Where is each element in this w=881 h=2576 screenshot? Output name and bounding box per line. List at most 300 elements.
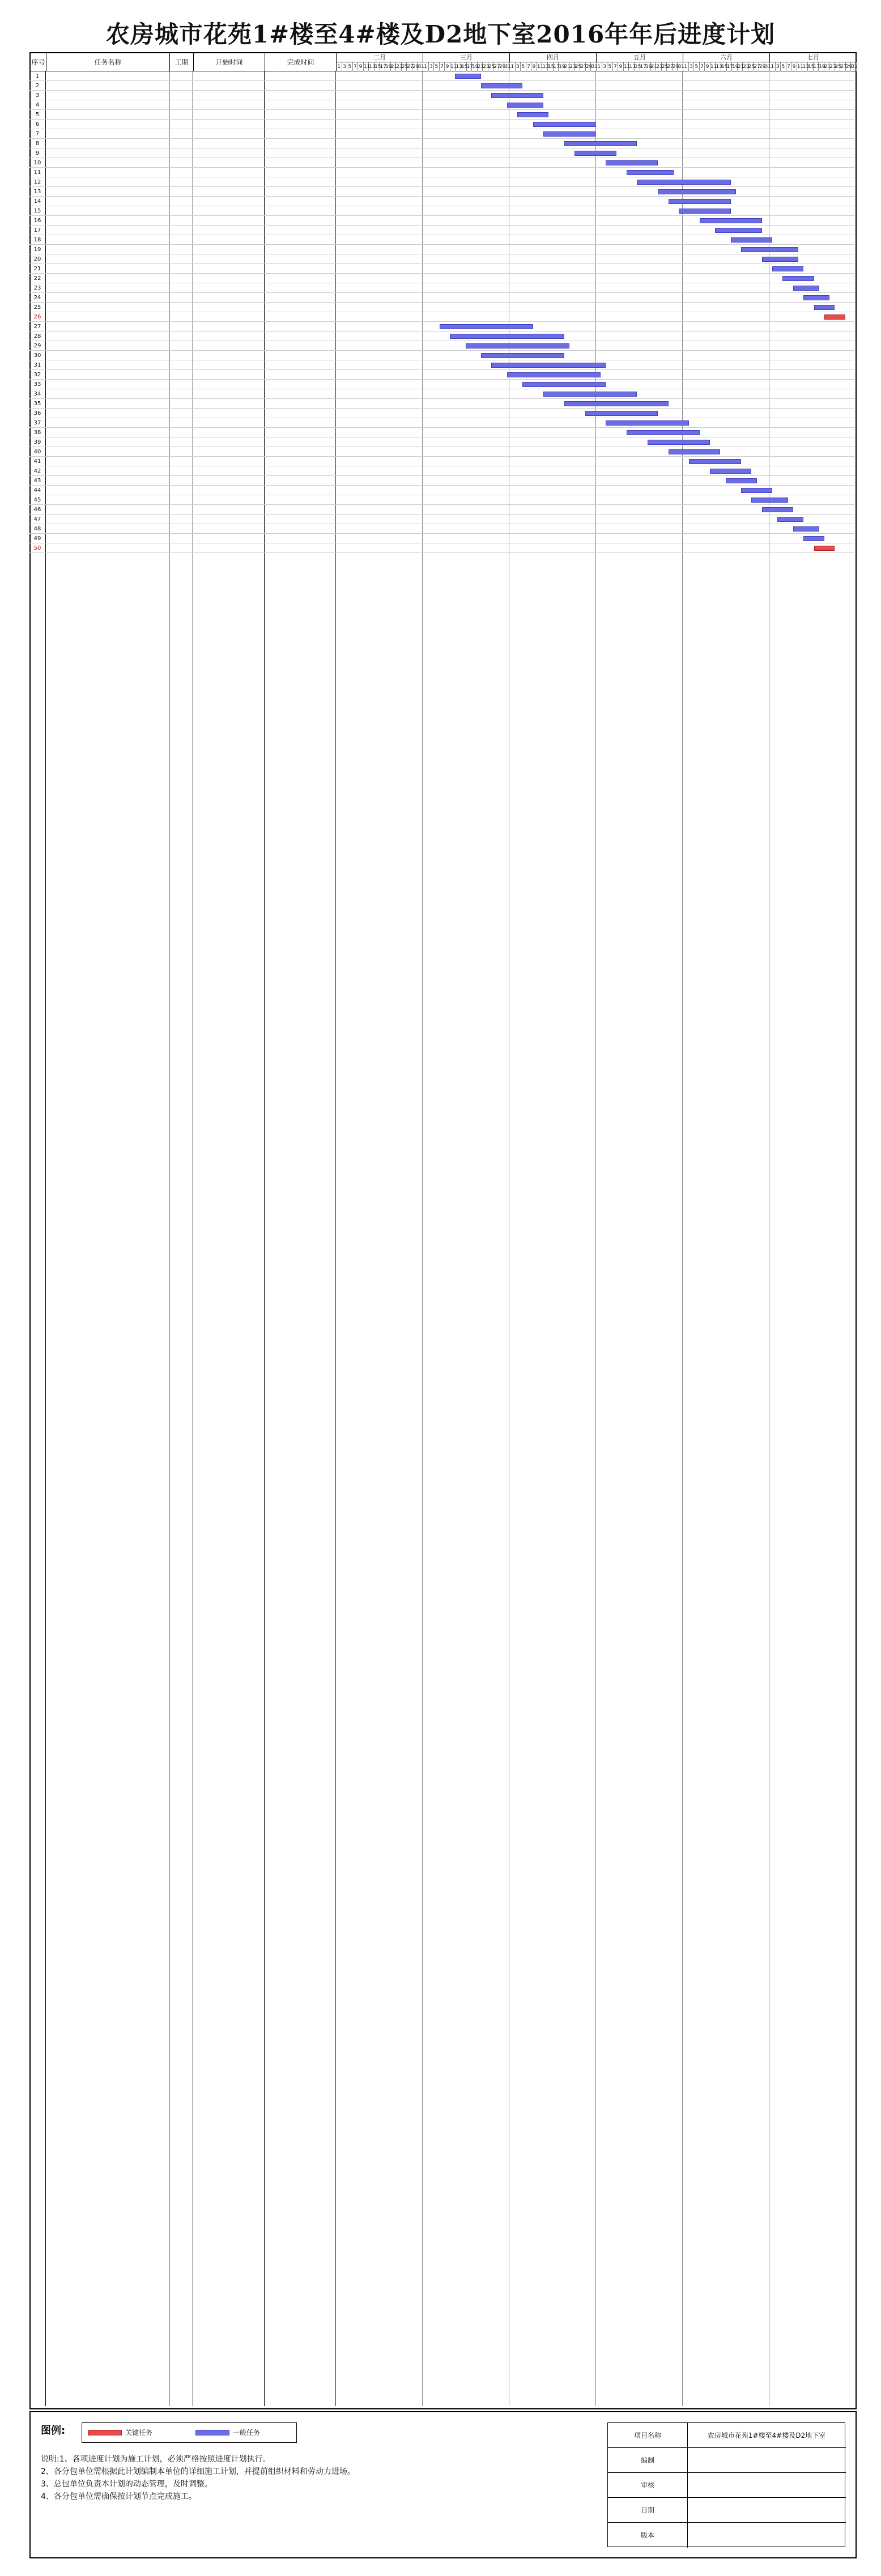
table-row [29, 226, 854, 235]
row-duration [169, 197, 193, 206]
row-start [193, 312, 264, 322]
row-end [264, 264, 335, 274]
row-task [45, 71, 169, 81]
row-task [45, 235, 169, 245]
row-start [193, 245, 264, 254]
row-id: 34 [33, 391, 41, 397]
timeline-day-tick: 31 [764, 62, 770, 71]
timeline-day-tick: 1 [683, 62, 689, 71]
row-task [45, 168, 169, 177]
timeline-day-tick: 29 [499, 62, 505, 71]
meta-key: 编制 [608, 2448, 688, 2473]
row-task [45, 524, 169, 534]
meta-key: 版本 [608, 2523, 688, 2548]
gantt-bar [450, 334, 564, 339]
row-end [264, 418, 335, 428]
row-end [264, 168, 335, 177]
timeline-day-tick: 27 [840, 62, 846, 71]
timeline-day-tick: 11 [624, 62, 629, 71]
row-start [193, 476, 264, 486]
row-start [193, 100, 264, 110]
gantt-bar [689, 459, 741, 464]
timeline-day-tick: 13 [369, 62, 374, 71]
schedule-grid [29, 71, 857, 2406]
timeline-day-tick: 1 [770, 62, 776, 71]
table-row [29, 370, 854, 380]
meta-table [607, 2422, 845, 2547]
meta-key: 日期 [608, 2498, 688, 2523]
timeline-day-tick: 17 [814, 62, 819, 71]
row-id: 11 [33, 169, 41, 176]
row-duration [169, 457, 193, 466]
row-id: 20 [33, 256, 41, 262]
timeline-day-tick: 7 [613, 62, 619, 71]
row-duration [169, 283, 193, 293]
meta-key: 项目名称 [608, 2423, 688, 2448]
timeline-day-tick: 23 [483, 62, 488, 71]
timeline-day-tick: 3 [776, 62, 781, 71]
row-id: 14 [33, 198, 41, 205]
timeline-day-tick: 29 [846, 62, 852, 71]
row-id: 2 [35, 83, 40, 89]
row-task [45, 466, 169, 476]
gantt-bar [606, 420, 689, 426]
row-duration [169, 524, 193, 534]
table-row [29, 235, 854, 245]
header-start: 开始时间 [194, 53, 265, 71]
row-start [193, 486, 264, 495]
row-id: 13 [33, 189, 41, 195]
row-duration [169, 322, 193, 331]
timeline-day-tick: 9 [618, 62, 624, 71]
table-row [29, 264, 854, 274]
row-start [193, 380, 264, 389]
table-row [29, 303, 854, 312]
row-duration [169, 331, 193, 341]
timeline-month: 六月 [683, 53, 770, 62]
gantt-bar [522, 382, 606, 387]
note-1: 说明:1、各项进度计划为施工计划，必须严格按照进度计划执行。 [41, 2455, 271, 2464]
row-id: 28 [33, 333, 41, 339]
table-row [29, 360, 854, 370]
row-duration [169, 341, 193, 351]
row-task [45, 495, 169, 505]
timeline-day-tick: 31 [851, 62, 857, 71]
gantt-bar [481, 353, 564, 358]
row-start [193, 389, 264, 399]
table-row [29, 168, 854, 177]
timeline-day-tick: 11 [537, 62, 543, 71]
row-duration [169, 466, 193, 476]
row-end [264, 283, 335, 293]
row-duration [169, 216, 193, 226]
row-start [193, 495, 264, 505]
row-start [193, 197, 264, 206]
timeline-day-tick: 11 [450, 62, 456, 71]
timeline-day-tick: 31 [591, 62, 597, 71]
note-2: 2、各分包单位需根据此计划编制本单位的详细施工计划，并提前组织材料和劳动力进场。 [41, 2467, 355, 2476]
row-start [193, 293, 264, 303]
timeline-day-tick: 29 [673, 62, 678, 71]
row-start [193, 399, 264, 409]
row-task [45, 515, 169, 524]
row-task [45, 81, 169, 91]
row-start [193, 168, 264, 177]
row-duration [169, 264, 193, 274]
timeline-day-tick: 27 [667, 62, 673, 71]
row-id: 33 [33, 381, 41, 388]
row-duration [169, 534, 193, 543]
row-duration [169, 515, 193, 524]
gantt-bar [627, 430, 700, 435]
timeline-day-tick: 31 [678, 62, 683, 71]
row-duration [169, 168, 193, 177]
row-duration [169, 351, 193, 360]
page-title: 农房城市花苑1#楼至4#楼及D2地下室2016年年后进度计划 [105, 20, 776, 48]
row-task [45, 505, 169, 515]
row-end [264, 360, 335, 370]
gantt-bar [648, 440, 710, 445]
row-task [45, 534, 169, 543]
meta-row [608, 2498, 846, 2523]
row-task [45, 389, 169, 399]
row-id: 21 [33, 266, 41, 272]
table-row [29, 81, 854, 91]
table-row [29, 409, 854, 418]
row-start [193, 148, 264, 158]
row-start [193, 206, 264, 216]
row-duration [169, 360, 193, 370]
timeline-day-tick: 17 [727, 62, 733, 71]
timeline-day-tick: 25 [488, 62, 494, 71]
row-task [45, 457, 169, 466]
table-row [29, 505, 854, 515]
row-task [45, 303, 169, 312]
gantt-bar [772, 266, 803, 271]
table-row [29, 495, 854, 505]
row-end [264, 505, 335, 515]
row-task [45, 206, 169, 216]
timeline-day-tick: 11 [797, 62, 803, 71]
row-id: 30 [33, 352, 41, 359]
row-end [264, 216, 335, 226]
timeline-day-tick: 21 [738, 62, 743, 71]
gantt-bar [481, 83, 522, 88]
table-row [29, 216, 854, 226]
timeline-day-tick: 15 [808, 62, 814, 71]
row-end [264, 293, 335, 303]
table-row [29, 293, 854, 303]
table-row [29, 206, 854, 216]
meta-value [687, 2523, 846, 2548]
row-task [45, 351, 169, 360]
timeline-day-tick: 9 [531, 62, 537, 71]
timeline-day-tick: 31 [504, 62, 510, 71]
row-start [193, 71, 264, 81]
row-task [45, 139, 169, 148]
row-id: 46 [33, 507, 41, 513]
row-start [193, 534, 264, 543]
note-4: 4、各分包单位需确保按计划节点完成施工。 [41, 2492, 197, 2501]
row-end [264, 543, 335, 553]
table-row [29, 524, 854, 534]
row-duration [169, 206, 193, 216]
row-duration [169, 505, 193, 515]
gantt-bar [824, 314, 845, 320]
table-row [29, 515, 854, 524]
row-start [193, 216, 264, 226]
row-start [193, 409, 264, 418]
timeline-day-tick: 31 [418, 62, 423, 71]
row-id: 23 [33, 285, 41, 291]
row-duration [169, 110, 193, 120]
gantt-bar [710, 469, 751, 474]
row-id: 44 [33, 487, 41, 494]
timeline-day-tick: 15 [721, 62, 727, 71]
gantt-bar [741, 488, 772, 493]
gantt-bar [726, 478, 757, 483]
row-start [193, 428, 264, 437]
row-start [193, 110, 264, 120]
row-task [45, 120, 169, 129]
row-task [45, 447, 169, 457]
gantt-bar [777, 517, 803, 522]
row-duration [169, 303, 193, 312]
table-row [29, 447, 854, 457]
row-id: 47 [33, 516, 41, 522]
row-task [45, 486, 169, 495]
row-id: 49 [33, 535, 41, 542]
table-row [29, 120, 854, 129]
row-task [45, 380, 169, 389]
gantt-bar [564, 401, 669, 406]
gantt-bar [440, 324, 533, 329]
footer [29, 2411, 857, 2558]
row-duration [169, 71, 193, 81]
gantt-bar [751, 498, 788, 503]
timeline-day-tick: 19 [559, 62, 564, 71]
timeline-day-tick: 23 [569, 62, 575, 71]
row-id: 4 [35, 102, 40, 108]
row-end [264, 312, 335, 322]
timeline-days [337, 62, 857, 71]
row-id: 50 [33, 545, 41, 551]
row-id: 22 [33, 275, 41, 282]
row-end [264, 226, 335, 235]
gantt-bar [814, 546, 835, 551]
gantt-bar [741, 247, 798, 252]
row-duration [169, 120, 193, 129]
gantt-bar [669, 449, 721, 454]
row-duration [169, 187, 193, 197]
row-start [193, 254, 264, 264]
timeline-day-tick: 1 [337, 62, 342, 71]
row-duration [169, 399, 193, 409]
row-end [264, 389, 335, 399]
row-id: 8 [35, 141, 40, 147]
row-start [193, 515, 264, 524]
row-duration [169, 380, 193, 389]
row-task [45, 283, 169, 293]
row-id: 6 [35, 121, 40, 127]
meta-row [608, 2473, 846, 2498]
timeline-day-tick: 5 [694, 62, 700, 71]
row-duration [169, 235, 193, 245]
row-start [193, 235, 264, 245]
row-duration [169, 129, 193, 139]
timeline-day-tick: 23 [829, 62, 835, 71]
row-task [45, 254, 169, 264]
timeline-day-tick: 7 [700, 62, 705, 71]
row-task [45, 100, 169, 110]
timeline-day-tick: 7 [526, 62, 532, 71]
header-id: 序号 [31, 53, 46, 71]
row-end [264, 120, 335, 129]
table-row [29, 129, 854, 139]
row-end [264, 341, 335, 351]
timeline-day-tick: 15 [461, 62, 467, 71]
row-task [45, 148, 169, 158]
timeline-day-tick: 1 [597, 62, 602, 71]
row-start [193, 274, 264, 283]
row-task [45, 129, 169, 139]
gantt-bar [658, 189, 736, 194]
timeline-day-tick: 13 [629, 62, 635, 71]
meta-key: 审核 [608, 2473, 688, 2498]
timeline-day-tick: 3 [342, 62, 348, 71]
row-end [264, 534, 335, 543]
row-id: 16 [33, 218, 41, 224]
note-3: 3、总包单位负责本计划的动态管理，及时调整。 [41, 2480, 212, 2489]
timeline-day-tick: 29 [586, 62, 591, 71]
row-duration [169, 312, 193, 322]
gantt-bar [803, 295, 829, 300]
table-row [29, 177, 854, 187]
timeline-day-tick: 15 [374, 62, 380, 71]
row-id: 32 [33, 372, 41, 378]
timeline-day-tick: 3 [602, 62, 608, 71]
gantt-bar [782, 276, 814, 281]
row-end [264, 206, 335, 216]
row-task [45, 91, 169, 100]
timeline-day-tick: 13 [542, 62, 548, 71]
row-id: 42 [33, 468, 41, 474]
timeline-month: 五月 [597, 53, 683, 62]
row-task [45, 437, 169, 447]
timeline-day-tick: 3 [429, 62, 435, 71]
row-end [264, 100, 335, 110]
row-end [264, 148, 335, 158]
table-row [29, 543, 854, 553]
row-start [193, 505, 264, 515]
row-end [264, 245, 335, 254]
header-task: 任务名称 [46, 53, 170, 71]
row-start [193, 226, 264, 235]
row-start [193, 351, 264, 360]
row-duration [169, 486, 193, 495]
row-duration [169, 226, 193, 235]
gantt-bar [574, 151, 616, 156]
gantt-bar [715, 228, 762, 233]
timeline-day-tick: 29 [412, 62, 418, 71]
timeline-day-tick: 5 [347, 62, 353, 71]
row-id: 15 [33, 208, 41, 214]
timeline-day-tick: 27 [754, 62, 759, 71]
table-row [29, 351, 854, 360]
row-start [193, 264, 264, 274]
row-end [264, 331, 335, 341]
table-row [29, 312, 854, 322]
row-end [264, 486, 335, 495]
timeline-day-tick: 5 [607, 62, 613, 71]
gantt-bar [803, 536, 824, 541]
row-id: 35 [33, 401, 41, 407]
row-start [193, 177, 264, 187]
table-row [29, 274, 854, 283]
row-start [193, 322, 264, 331]
row-id: 48 [33, 526, 41, 532]
row-end [264, 187, 335, 197]
row-end [264, 235, 335, 245]
timeline-day-tick: 23 [743, 62, 748, 71]
row-id: 31 [33, 362, 41, 368]
row-duration [169, 148, 193, 158]
row-task [45, 158, 169, 168]
notes [41, 2453, 607, 2503]
row-end [264, 437, 335, 447]
gantt-bar [606, 160, 658, 165]
row-id: 29 [33, 343, 41, 349]
row-start [193, 139, 264, 148]
row-end [264, 139, 335, 148]
row-end [264, 158, 335, 168]
table-row [29, 380, 854, 389]
gantt-bar [637, 180, 730, 185]
timeline-day-tick: 21 [391, 62, 397, 71]
gantt-bar [731, 237, 772, 243]
row-start [193, 457, 264, 466]
meta-row [608, 2448, 846, 2473]
table-row [29, 399, 854, 409]
legend-label: 图例: [41, 2425, 66, 2437]
row-end [264, 428, 335, 437]
row-end [264, 399, 335, 409]
gantt-bar [564, 141, 637, 146]
row-duration [169, 254, 193, 264]
row-start [193, 543, 264, 553]
gantt-bar [455, 74, 481, 79]
row-duration [169, 476, 193, 486]
table-row [29, 283, 854, 293]
table-row [29, 71, 854, 81]
row-duration [169, 293, 193, 303]
row-duration [169, 91, 193, 100]
gantt-bar [762, 257, 798, 262]
row-task [45, 264, 169, 274]
row-start [193, 187, 264, 197]
table-row [29, 437, 854, 447]
row-end [264, 129, 335, 139]
meta-value [687, 2448, 846, 2473]
row-task [45, 409, 169, 418]
row-task [45, 177, 169, 187]
row-task [45, 322, 169, 331]
row-id: 5 [35, 112, 40, 118]
row-start [193, 91, 264, 100]
row-duration [169, 437, 193, 447]
meta-value [687, 2473, 846, 2498]
row-id: 25 [33, 304, 41, 311]
